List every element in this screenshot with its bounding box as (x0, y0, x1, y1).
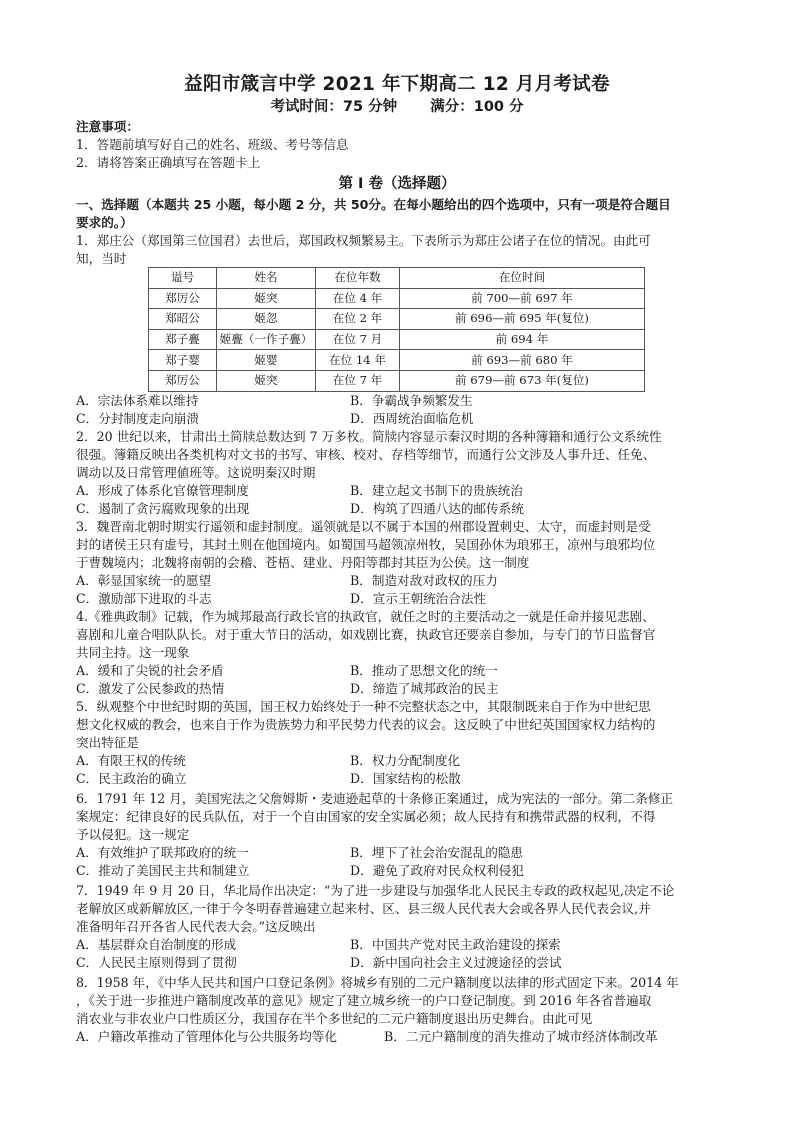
exam-score: 满分：100 分 (430, 99, 524, 115)
table-cell: 前 693—前 680 年 (400, 350, 645, 371)
question-stem: ，《关于进一步推进户籍制度改革的意见》规定了建立城乡统一的户口登记制度。到 2016 年各省普遍取 (76, 993, 652, 1008)
question-stem: 8．1958 年，《中华人民共和国户口登记条例》将城乡有别的二元户籍制度以法律的形式固定下来。2014 年 (76, 975, 679, 990)
question-stem: 喜剧和儿童合唱队队长。对于重大节日的活动，如戏剧比赛，执政官还要亲自参加，与专门的节日监督官 (76, 627, 656, 642)
table-cell: 在位 14 年 (316, 350, 400, 371)
question-stem: 很强。簿籍反映出各类机构对文书的书写、审核、校对、存档等细节，而通行公文涉及人事升迁、任免、 (76, 447, 656, 462)
table-header-row (149, 268, 645, 289)
option-a: A．有限王权的传统 (76, 753, 186, 768)
table-cell: 姬突 (217, 288, 316, 309)
table-cell: 姬婴 (217, 350, 316, 371)
table-cell: 姬亹（一作子亹） (217, 329, 316, 350)
table-cell: 姬突 (217, 370, 316, 391)
option-b: B．推动了思想文化的统一 (350, 663, 498, 678)
option-a: A．户籍改革推动了管理体化与公共服务均等化 (76, 1029, 337, 1044)
question-stem: 3．魏晋南北朝时期实行遥领和虚封制度。遥领就是以不属于本国的州郡设置刺史、太守，而虚封则是受 (76, 519, 651, 534)
option-a: A．缓和了尖锐的社会矛盾 (76, 663, 224, 678)
table-cell: 前 694 年 (400, 329, 645, 350)
question-stem: 封的诸侯王只有虚号，其封土则在他国境内。如蜀国马超领凉州牧，吴国孙休为琅邪王，凉州与琅邪均位 (76, 537, 656, 552)
option-b: B．二元户籍制度的消失推动了城市经济体制改革 (384, 1029, 658, 1044)
instructions-line: 一、选择题（本题共 25 小题，每小题 2 分，共 50分。在每小题给出的四个选项中，只有一项是符合题目 (76, 197, 671, 212)
table-header-cell: 谥号 (149, 268, 217, 289)
table-cell: 郑昭公 (149, 309, 217, 330)
question-stem: 调动以及日常管理値班等。这说明秦汉时期 (76, 465, 316, 480)
question-stem: 老解放区或新解放区,一律于今冬明春普遍建立起来村、区、县三级人民代表大会或各界人民代表会议,并 (76, 901, 651, 916)
table-cell: 郑子婴 (149, 350, 217, 371)
question-stem: 于曹魏境内；北魏将南朝的会稽、苍梧、建业、丹阳等郡封其臣为公侯。这一制度 (76, 555, 530, 570)
notes-item: 1．答题前填写好自己的姓名、班级、考号等信息 (76, 137, 349, 152)
option-b: B．建立起文书制下的贵族统治 (350, 483, 523, 498)
option-c: C．遏制了贪污腐败现象的出现 (76, 501, 250, 516)
question-stem: 准备明年召开各省人民代表大会。”这反映出 (76, 919, 316, 934)
option-c: C．激励部下进取的斗志 (76, 591, 212, 606)
table-header-cell: 在位时间 (400, 268, 645, 289)
question-stem: 7．1949 年 9 月 20 日，华北局作出决定：“为了进一步建设与加强华北人民民主专政的政权起见,决定不论 (76, 883, 675, 898)
table-cell: 郑厉公 (149, 288, 217, 309)
option-d: D．新中国向社会主义过渡途径的尝试 (350, 955, 562, 970)
option-c: C．人民民主原则得到了贯彻 (76, 955, 237, 970)
notes-heading: 注意事项： (76, 119, 139, 134)
table-cell: 在位 2 年 (316, 309, 400, 330)
option-b: B．争霸战争频繁发生 (350, 393, 473, 408)
option-c: C．推动了美国民主共和制建立 (76, 863, 250, 878)
table-row (149, 350, 645, 371)
option-a: A．基层群众自治制度的形成 (76, 937, 237, 952)
table-row (149, 329, 645, 350)
option-d: D．国家结构的松散 (350, 771, 461, 786)
option-b: B．中国共产党对民主政治建设的探索 (350, 937, 561, 952)
section-title: 第 I 卷（选择题） (338, 176, 456, 192)
option-a: A．彰显国家统一的愿望 (76, 573, 212, 588)
table-cell: 姬忽 (217, 309, 316, 330)
option-c: C．民主政治的确立 (76, 771, 187, 786)
table-cell: 前 679—前 673 年(复位) (400, 370, 645, 391)
option-d: D．缔造了城邦政治的民主 (350, 681, 499, 696)
reign-table (148, 267, 645, 392)
exam-subtitle (0, 95, 794, 116)
table-cell: 在位 7 月 (316, 329, 400, 350)
question-stem: 4.《雅典政制》记载，作为城邦最高行政长官的执政官，就任之时的主要活动之一就是任命并接见悲剧、 (76, 609, 655, 624)
table-cell: 前 696—前 695 年(复位) (400, 309, 645, 330)
table-row (149, 288, 645, 309)
table-header-cell: 姓名 (217, 268, 316, 289)
table-cell: 郑子亹 (149, 329, 217, 350)
option-c: C．分封制度走向崩溃 (76, 411, 199, 426)
exam-time: 考试时间：75 分钟 (270, 99, 398, 115)
question-stem: 1．郑庄公（郑国第三位国君）去世后，郑国政权频繁易主。下表所示为郑庄公诸子在位的情况。由此可 (76, 233, 651, 248)
option-b: B．埋下了社会治安混乱的隐患 (350, 845, 523, 860)
option-d: D．构筑了四通八达的邮传系统 (350, 501, 524, 516)
question-stem: 6．1791 年 12 月，美国宪法之父詹姆斯・麦迪逊起草的十条修正案通过，成为宪法的一部分。第二条修正 (76, 791, 674, 806)
notes-item: 2．请将答案正确填写在答题卡上 (76, 155, 261, 170)
option-d: D．西周统治面临危机 (350, 411, 474, 426)
option-c: C．激发了公民参政的热情 (76, 681, 225, 696)
option-a: A．有效维护了联邦政府的统一 (76, 845, 249, 860)
exam-title: 益阳市箴言中学 2021 年下期高二 12 月月考试卷 (184, 74, 610, 95)
question-stem: 突出特征是 (76, 735, 139, 750)
question-stem: 案规定：纪律良好的民兵队伍，对于一个自由国家的安全实属必须；故人民持有和携带武器的权利，不得 (76, 809, 656, 824)
table-cell: 在位 4 年 (316, 288, 400, 309)
question-stem: 消农业与非农业户口性质区分，我国存在半个多世纪的二元户籍制度退出历史舞台。由此可见 (76, 1011, 593, 1026)
option-a: A．宗法体系难以维持 (76, 393, 199, 408)
option-b: B．权力分配制度化 (350, 753, 461, 768)
table-cell: 前 700—前 697 年 (400, 288, 645, 309)
option-a: A．形成了体系化官僚管理制度 (76, 483, 249, 498)
question-stem: 想文化权威的教会，也来自于作为贵族势力和平民势力代表的议会。这反映了中世纪英国国家权力结构的 (76, 717, 656, 732)
question-stem: 予以侵犯。这一规定 (76, 827, 190, 842)
table-row (149, 370, 645, 391)
instructions-line: 要求的。） (76, 215, 133, 230)
question-stem: 知，当时 (76, 251, 127, 266)
table-row (149, 309, 645, 330)
question-stem: 5．纵观整个中世纪时期的英国，国王权力始终处于一种不完整状态之中，其限制既来自于作为中世纪思 (76, 699, 651, 714)
question-stem: 2．20 世纪以来，甘肃出土简牍总数达到 7 万多枚。简牍内容显示秦汉时期的各种簿籍和通行公文系统性 (76, 429, 662, 444)
table-header-cell: 在位年数 (316, 268, 400, 289)
question-stem: 共同主持。这一现象 (76, 645, 190, 660)
option-d: D．宣示王朝统治合法性 (350, 591, 487, 606)
table-cell: 在位 7 年 (316, 370, 400, 391)
option-b: B．制造对敌对政权的压力 (350, 573, 498, 588)
table-cell: 郑厉公 (149, 370, 217, 391)
option-d: D．避免了政府对民众权利侵犯 (350, 863, 524, 878)
